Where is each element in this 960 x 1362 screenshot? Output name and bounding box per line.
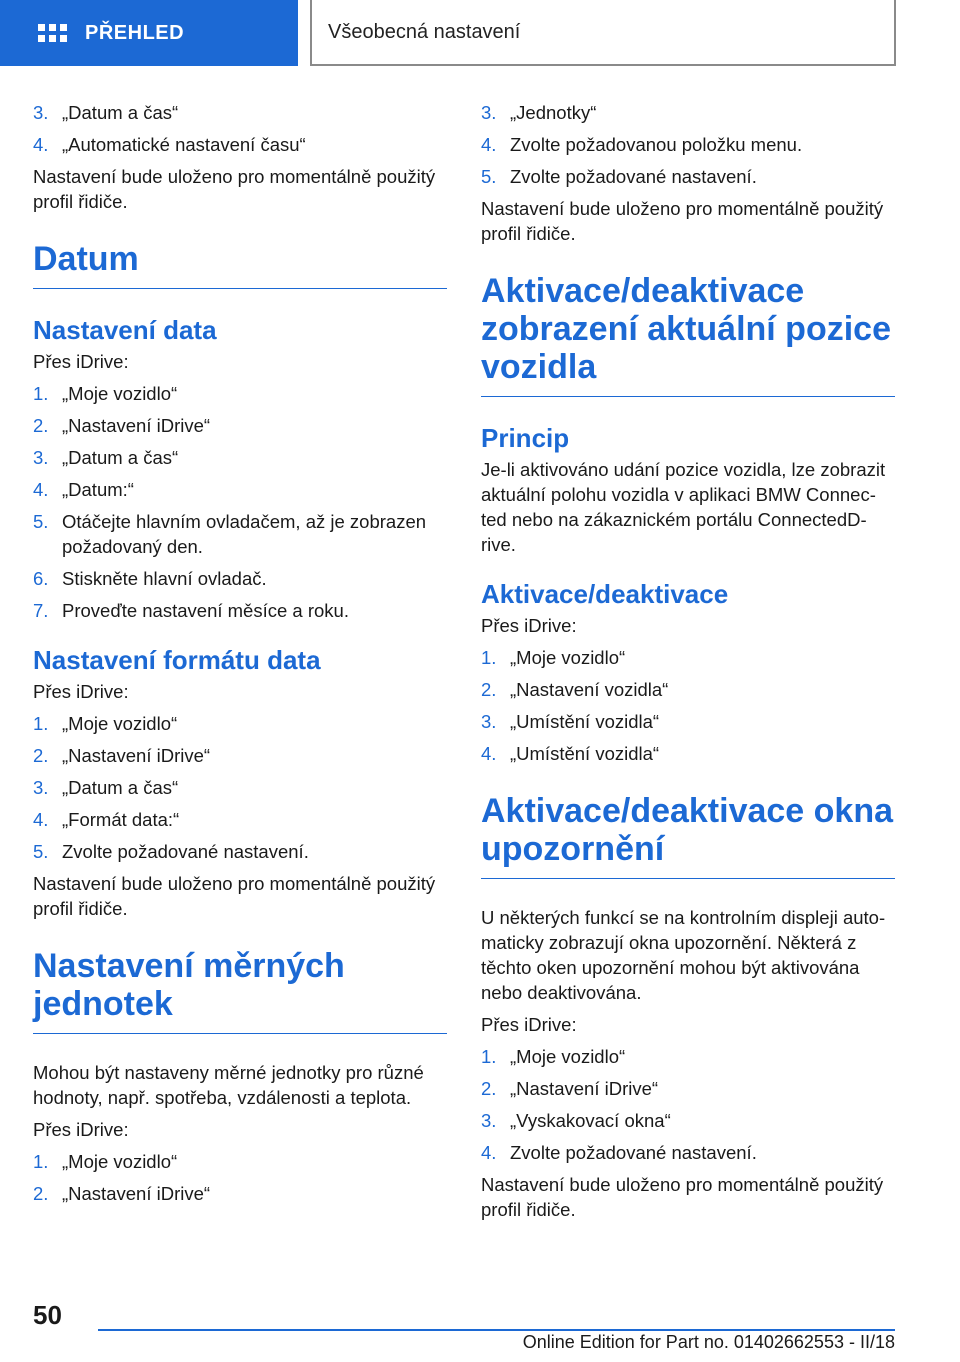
section-tab[interactable] [310, 0, 896, 66]
list-item [481, 709, 895, 734]
list-item-text: Stiskněte hlavní ovladač. [62, 568, 267, 589]
page-header [0, 0, 960, 66]
list-item-number: 5. [481, 166, 497, 187]
list-item-text: „Moje vozidlo“ [510, 1046, 626, 1067]
list-item-number: 3. [481, 1110, 497, 1131]
list-item [33, 743, 447, 768]
list-item-text: Zvolte požadované nastavení. [510, 166, 757, 187]
list-item-text: Zvolte požadované nastavení. [510, 1142, 757, 1163]
profile-note: Nastavení bude uloženo pro momentálně použitý profil řidiče. [481, 1174, 884, 1220]
list-item-number: 1. [33, 1151, 49, 1172]
list-item [33, 839, 447, 864]
list-item-text: „Jednotky“ [510, 102, 597, 123]
idrive-intro: Přes iDrive: [33, 351, 129, 372]
list-item-text: Zvolte požadovanou položku menu. [510, 134, 803, 155]
right-column [481, 100, 895, 1229]
list-item-text: „Nastavení iDrive“ [510, 1078, 659, 1099]
page-number: 50 [33, 1300, 62, 1330]
units-list [33, 1149, 447, 1206]
list-item-number: 7. [33, 600, 49, 621]
list-item-number: 2. [33, 745, 49, 766]
list-item [33, 413, 447, 438]
list-item [33, 381, 447, 406]
list-item-number: 3. [481, 102, 497, 123]
list-item-number: 1. [481, 1046, 497, 1067]
list-item-number: 4. [481, 134, 497, 155]
list-item [481, 741, 895, 766]
list-item [481, 677, 895, 702]
list-item-number: 3. [481, 711, 497, 732]
list-item-text: „Automatické nastavení času“ [62, 134, 306, 155]
profile-note: Nastavení bude uloženo pro momentálně použitý profil řidiče. [33, 166, 436, 212]
list-item [481, 164, 895, 189]
list-item [481, 1140, 895, 1165]
list-item-number: 2. [33, 1183, 49, 1204]
section-title-position: Aktivace/deaktivace zobrazení aktuální pozice vozidla [481, 272, 895, 397]
list-item [33, 711, 447, 736]
list-item-text: „Vyskakovací okna“ [510, 1110, 671, 1131]
list-item-text: Otáčejte hlavním ovladačem, až je zobrazen požadovaný den. [62, 511, 427, 557]
list-item [481, 1076, 895, 1101]
list-item-text: „Moje vozidlo“ [62, 1151, 178, 1172]
list-item-number: 2. [33, 415, 49, 436]
principle-text: Je-li aktivováno udání pozice vozidla, lze zobrazit aktuální polohu vozidla v aplikaci BMW Connected nebo na zákaznickém portálu ConnectedDrive. [481, 459, 886, 555]
list-item-number: 4. [33, 134, 49, 155]
list-item [481, 100, 895, 125]
list-item-text: Zvolte požadované nastavení. [62, 841, 309, 862]
list-item-number: 3. [33, 777, 49, 798]
subsection-title-principle: Princip [481, 423, 570, 453]
list-item-number: 1. [33, 383, 49, 404]
activation-list [481, 645, 895, 766]
section-title-datum: Datum [33, 240, 447, 289]
profile-note: Nastavení bude uloženo pro momentálně použitý profil řidiče. [481, 198, 884, 244]
list-item [33, 807, 447, 832]
date-format-list [33, 711, 447, 864]
list-item [33, 1149, 447, 1174]
date-setting-list [33, 381, 447, 623]
idrive-intro: Přes iDrive: [481, 615, 577, 636]
subsection-title-activation: Aktivace/deaktivace [481, 579, 729, 609]
list-item [33, 477, 447, 502]
list-item-number: 1. [33, 713, 49, 734]
units-description: Mohou být nastaveny měrné jednotky pro různé hodnoty, např. spotřeba, vzdálenosti a teplota. [33, 1062, 424, 1108]
list-item-number: 1. [481, 647, 497, 668]
section-title-popup: Aktivace/deaktivace okna upozornění [481, 792, 895, 879]
list-item-text: „Nastavení vozidla“ [510, 679, 669, 700]
idrive-intro: Přes iDrive: [481, 1014, 577, 1035]
list-item-number: 2. [481, 1078, 497, 1099]
list-item [33, 509, 447, 559]
list-item-number: 3. [33, 102, 49, 123]
list-item-number: 4. [481, 1142, 497, 1163]
list-item [33, 566, 447, 591]
list-item-text: „Datum a čas“ [62, 447, 179, 468]
list-item-number: 5. [33, 511, 49, 532]
popup-description: U některých funkcí se na kontrolním displeji automaticky zobrazují okna upozornění. Některá z těchto oken upozornění mohou být aktivována nebo deaktivována. [481, 907, 886, 1003]
list-item-number: 4. [33, 809, 49, 830]
list-item [481, 1108, 895, 1133]
list-item-text: „Datum a čas“ [62, 777, 179, 798]
footer-divider [98, 1329, 895, 1331]
list-item-text: „Nastavení iDrive“ [62, 1183, 211, 1204]
grid-icon [38, 24, 67, 42]
idrive-intro: Přes iDrive: [33, 681, 129, 702]
list-item [33, 775, 447, 800]
subsection-title-date-setting: Nastavení data [33, 315, 217, 345]
list-item-text: „Nastavení iDrive“ [62, 745, 211, 766]
list-item-number: 3. [33, 447, 49, 468]
list-item-text: „Datum a čas“ [62, 102, 179, 123]
list-item-text: „Umístění vozidla“ [510, 743, 660, 764]
overview-tab[interactable] [0, 0, 298, 66]
list-item [33, 1181, 447, 1206]
left-column [33, 100, 447, 1213]
list-item [481, 132, 895, 157]
list-item-text: „Nastavení iDrive“ [62, 415, 211, 436]
subsection-title-date-format: Nastavení formátu data [33, 645, 321, 675]
list-item-number: 2. [481, 679, 497, 700]
section-title-units: Nastavení měrných jednotek [33, 947, 447, 1034]
list-item-number: 5. [33, 841, 49, 862]
list-item [33, 100, 447, 125]
list-item-text: „Moje vozidlo“ [62, 713, 178, 734]
list-item-text: „Umístění vozidla“ [510, 711, 660, 732]
list-item-text: Proveďte nastavení měsíce a roku. [62, 600, 349, 621]
profile-note: Nastavení bude uloženo pro momentálně použitý profil řidiče. [33, 873, 436, 919]
left-cont-list [33, 100, 447, 157]
list-item [481, 1044, 895, 1069]
idrive-intro: Přes iDrive: [33, 1119, 129, 1140]
list-item [33, 598, 447, 623]
overview-tab-label: PŘEHLED [85, 21, 185, 44]
list-item [481, 645, 895, 670]
right-cont-list [481, 100, 895, 189]
edition-text: Online Edition for Part no. 01402662553 - II/18 [522, 1332, 895, 1352]
list-item [33, 132, 447, 157]
list-item-number: 6. [33, 568, 49, 589]
section-tab-label: Všeobecná nastavení [328, 20, 521, 43]
popup-list [481, 1044, 895, 1165]
list-item-text: „Formát data:“ [62, 809, 180, 830]
list-item-number: 4. [33, 479, 49, 500]
list-item-number: 4. [481, 743, 497, 764]
list-item-text: „Moje vozidlo“ [510, 647, 626, 668]
list-item-text: „Datum:“ [62, 479, 134, 500]
list-item [33, 445, 447, 470]
list-item-text: „Moje vozidlo“ [62, 383, 178, 404]
